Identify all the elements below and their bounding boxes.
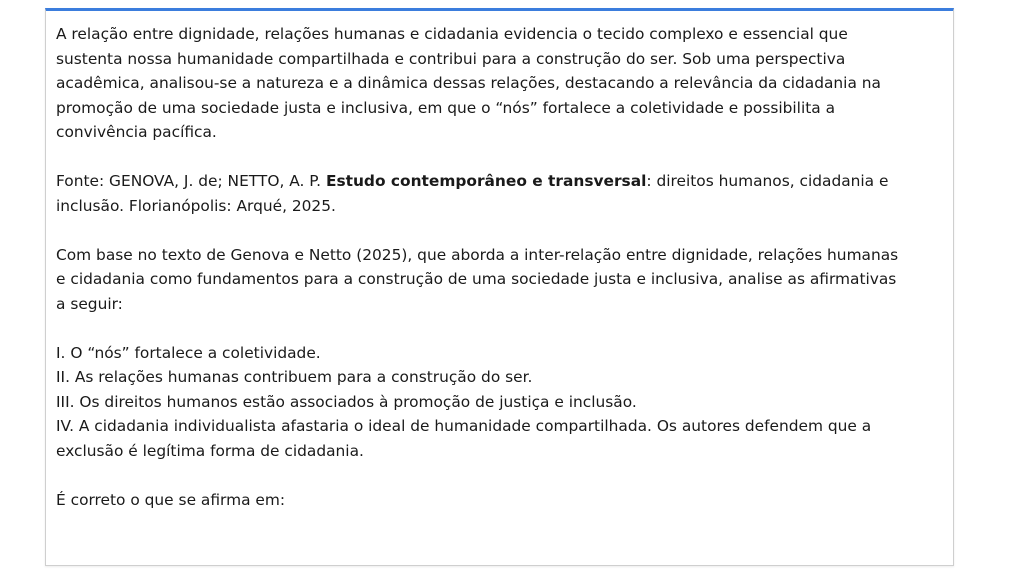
- question-card: [45, 8, 954, 566]
- source-citation: [56, 169, 943, 218]
- question-body: [46, 11, 953, 512]
- source-title: Estudo contemporâneo e transversal: [325, 172, 647, 190]
- source-line-1: [56, 169, 943, 194]
- passage-paragraph: [56, 22, 943, 145]
- prompt-paragraph: [56, 243, 943, 317]
- source-prefix: Fonte: GENOVA, J. de; NETTO, A. P.: [56, 172, 326, 190]
- question-text: É correto o que se afirma em:: [56, 490, 286, 509]
- question-stem: [56, 488, 943, 513]
- source-line-2: inclusão. Florianópolis: Arqué, 2025.: [56, 196, 336, 215]
- passage-line: A relação entre dignidade, relações humanas e cidadania evidencia o tecido complexo e essencial que: [56, 25, 848, 43]
- prompt-line: e cidadania como fundamentos para a construção de uma sociedade justa e inclusiva, analise as afirmativas: [56, 270, 897, 288]
- statement-item: I. O “nós” fortalece a coletividade.: [56, 343, 321, 362]
- passage-line: convivência pacífica.: [56, 123, 217, 141]
- prompt-line: a seguir:: [56, 294, 123, 313]
- statement-item: IV. A cidadania individualista afastaria o ideal de humanidade compartilhada. Os autores defendem que a: [56, 417, 872, 435]
- passage-line: acadêmica, analisou-se a natureza e a dinâmica dessas relações, destacando a relevância da cidadania na: [56, 74, 881, 92]
- source-suffix: : direitos humanos, cidadania e: [646, 172, 889, 190]
- passage-line: promoção de uma sociedade justa e inclusiva, em que o “nós” fortalece a coletividade e possibilita a: [56, 98, 836, 117]
- statement-item: exclusão é legítima forma de cidadania.: [56, 441, 364, 460]
- statement-item: III. Os direitos humanos estão associados à promoção de justiça e inclusão.: [56, 392, 637, 411]
- passage-line: sustenta nossa humanidade compartilhada e contribui para a construção do ser. Sob uma perspectiva: [56, 49, 846, 68]
- statements-list: [56, 341, 943, 464]
- statement-item: II. As relações humanas contribuem para a construção do ser.: [56, 368, 533, 386]
- prompt-line: Com base no texto de Genova e Netto (2025), que aborda a inter-relação entre dignidade, relações humanas: [56, 245, 899, 264]
